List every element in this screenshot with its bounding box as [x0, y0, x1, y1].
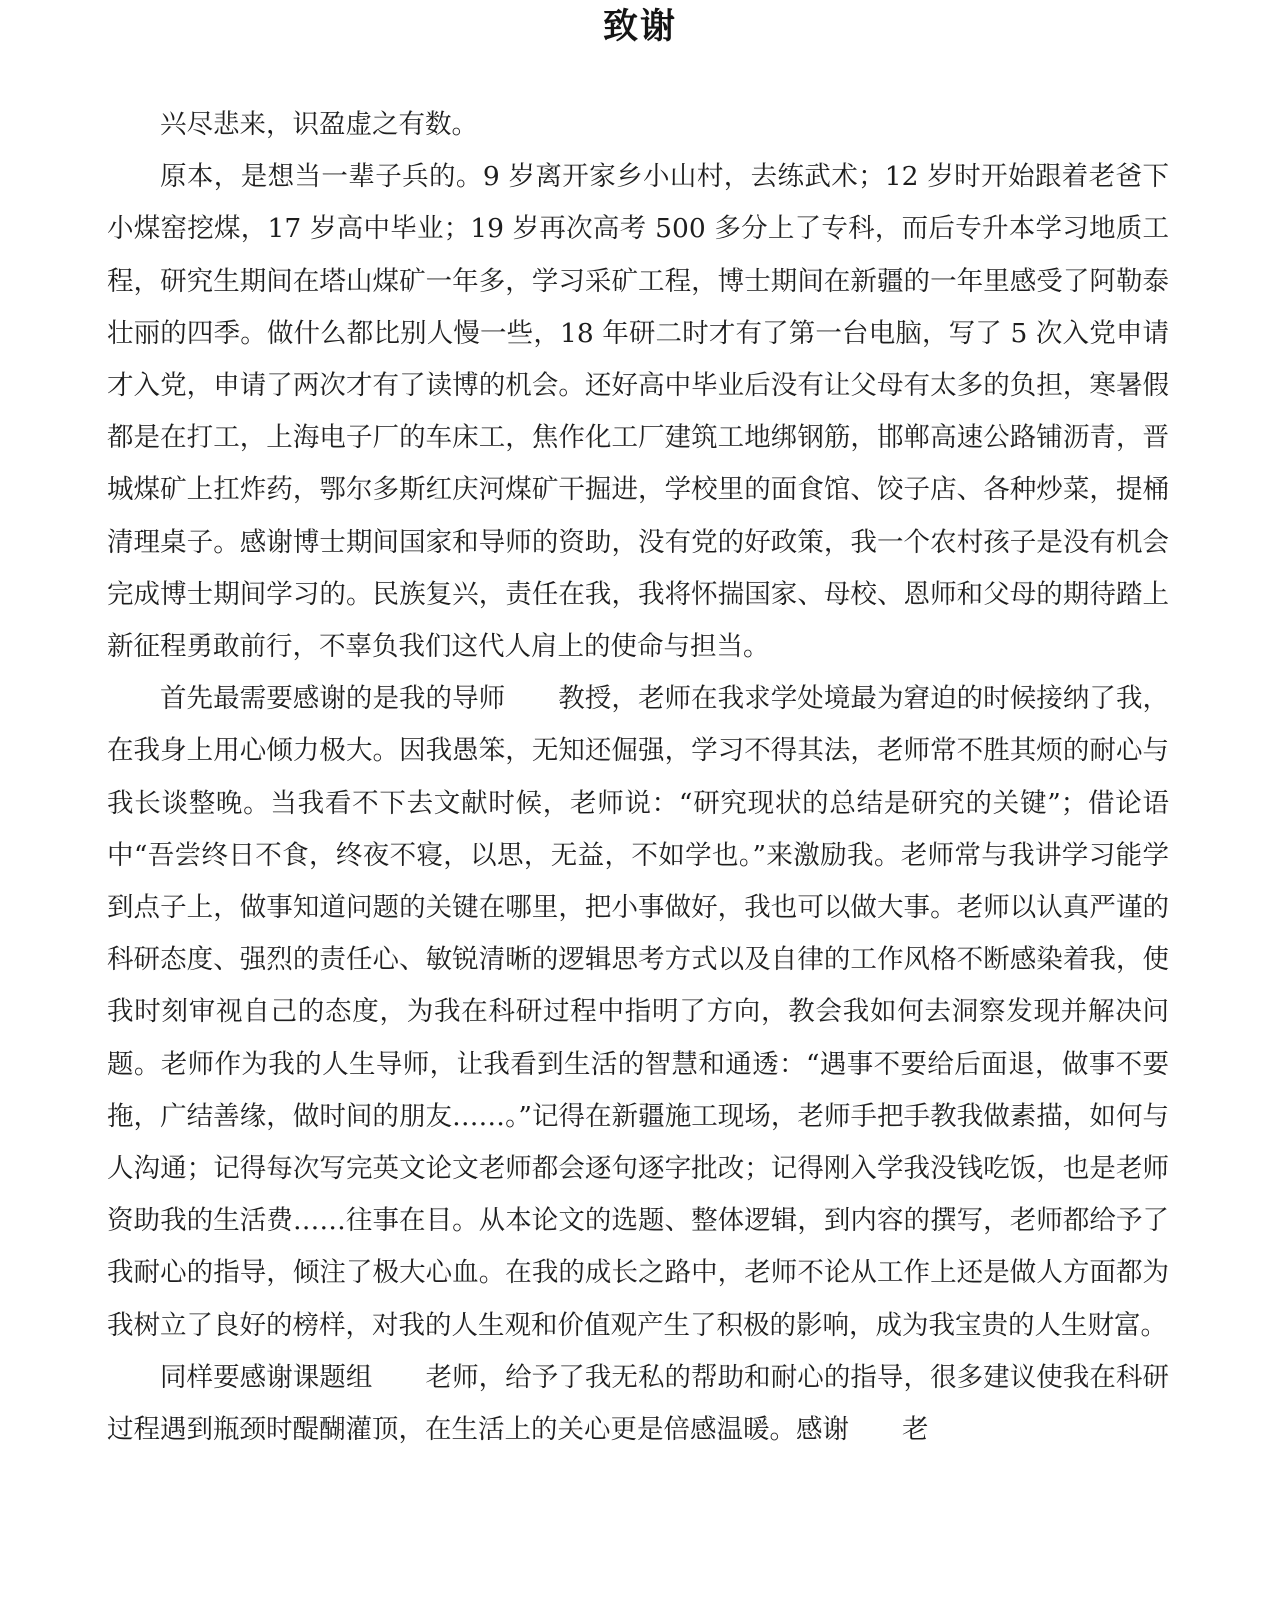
paragraph-text-before-name: 首先最需要感谢的是我的导师	[160, 683, 506, 715]
paragraph-text-after-name: 教授，老师在我求学处境最为窘迫的时候接纳了我，在我身上用心倾力极大。因我愚笨，无知还倔强，学习不得其法，老师常不胜其烦的耐心与我长谈整晚。当我看不下去文献时候，老师说：“研究现状的总结是研究的关键”；借论语中“吾尝终日不食，终夜不寝，以思，无益，不如学也。”来激励我。老师常与我讲学习能学到点子上，做事知道问题的关键在哪里，把小事做好，我也可以做大事。老师以认真严谨的科研态度、强烈的责任心、敏锐清晰的逻辑思考方式以及自律的工作风格不断感染着我，使我时刻审视自己的态度，为我在科研过程中指明了方向，教会我如何去洞察发现并解决问题。老师作为我的人生导师，让我看到生活的智慧和通透：“遇事不要给后面退，做事不要拖，广结善缘，做时间的朋友……。”记得在新疆施工现场，老师手把手教我做素描，如何与人沟通；记得每次写完英文论文老师都会逐句逐字批改；记得刚入学我没钱吃饭，也是老师资助我的生活费……往事在目。从本论文的选题、整体逻辑，到内容的撰写，老师都给予了我耐心的指导，倾注了极大心血。在我的成长之路中，老师不论从工作上还是做人方面都为我树立了良好的榜样，对我的人生观和价值观产生了积极的影响，成为我宝贵的人生财富。	[107, 683, 1170, 1341]
paragraph-text-after-name: 老	[902, 1414, 929, 1446]
paragraph-opening	[107, 99, 1169, 151]
paragraph-group-thanks	[107, 1352, 1169, 1456]
paragraph-text-before-name: 同样要感谢课题组	[160, 1361, 373, 1393]
paragraph-text-middle: 老师，给予了我无私的帮助和耐心的指导，很多建议使我在科研过程遇到瓶颈时醍醐灌顶，在生活上的关心更是倍感温暖。感谢	[107, 1361, 1170, 1446]
paragraph-text: 原本，是想当一辈子兵的。9 岁离开家乡小山村，去练武术；12 岁时开始跟着老爸下小煤窑挖煤，17 岁高中毕业；19 岁再次高考 500 多分上了专科，而后专升本学习地质工程，研究生期间在塔山煤矿一年多，学习采矿工程，博士期间在新疆的一年里感受了阿勒泰壮丽的四季。做什么都比别人慢一些，18 年研二时才有了第一台电脑，写了 5 次入党申请才入党，申请了两次才有了读博的机会。还好高中毕业后没有让父母有太多的负担，寒暑假都是在打工，上海电子厂的车床工，焦作化工厂建筑工地绑钢筋，邯郸高速公路铺沥青，晋城煤矿上扛炸药，鄂尔多斯红庆河煤矿干掘进，学校里的面食馆、饺子店、各种炒菜，提桶清理桌子。感谢博士期间国家和导师的资助，没有党的好政策，我一个农村孩子是没有机会完成博士期间学习的。民族复兴，责任在我，我将怀揣国家、母校、恩师和父母的期待踏上新征程勇敢前行，不辜负我们这代人肩上的使命与担当。	[107, 161, 1169, 663]
page-title: 致谢	[602, 7, 677, 47]
paragraph-life-story	[107, 151, 1169, 673]
paragraph-text: 兴尽悲来，识盈虚之有数。	[160, 109, 478, 140]
paragraph-advisor-thanks	[107, 673, 1169, 1352]
document-body	[107, 99, 1169, 1456]
